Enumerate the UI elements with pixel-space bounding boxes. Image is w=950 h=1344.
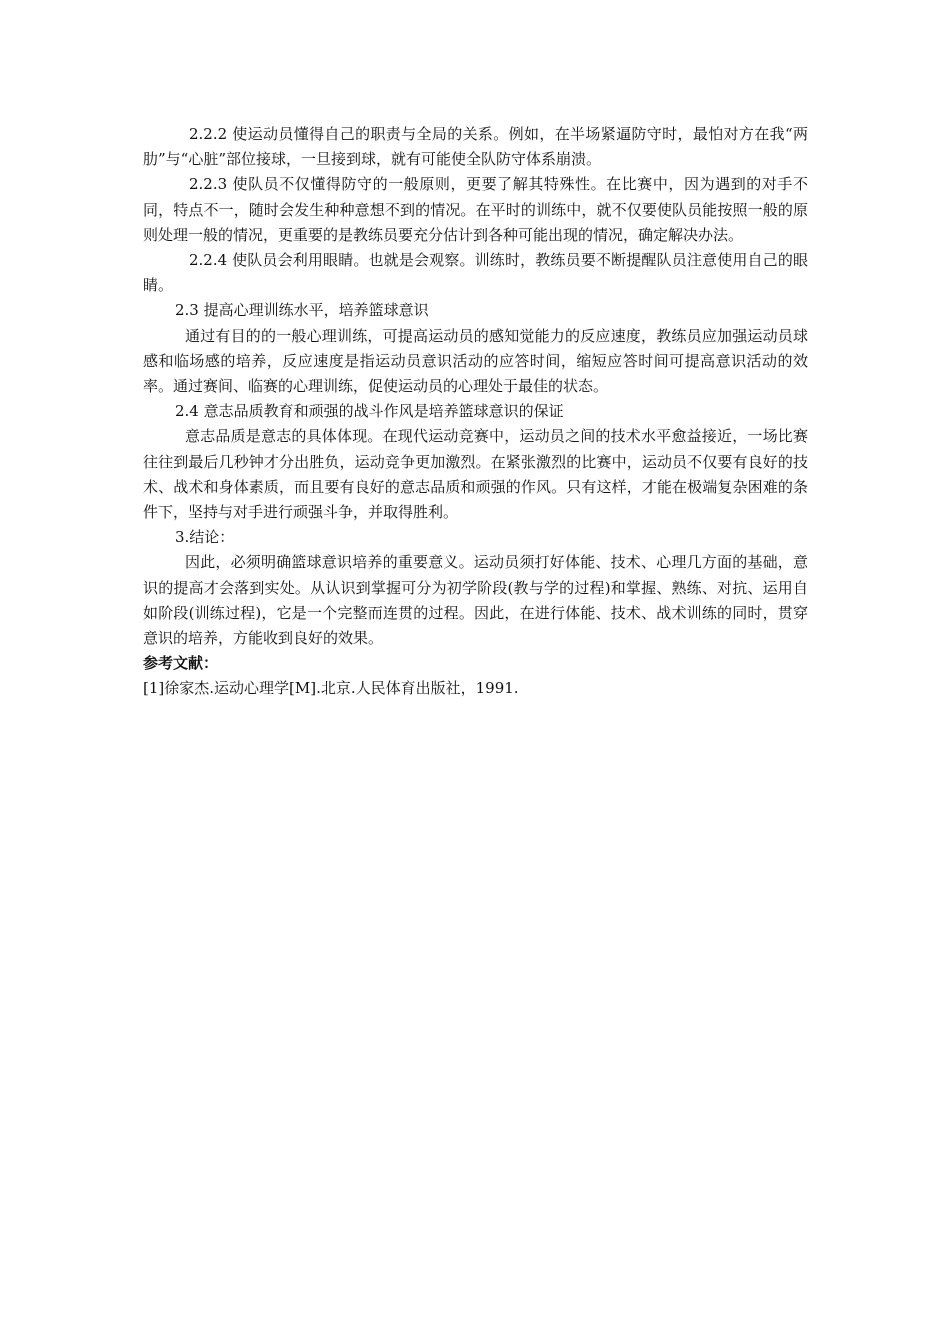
document-page [143, 122, 808, 702]
paragraph-2-2-4: 2.2.4 使队员会利用眼睛。也就是会观察。训练时，教练员要不断提醒队员注意使用自己的眼睛。 [143, 251, 808, 295]
section-3-heading: 3.结论： [175, 528, 235, 547]
section-2-3-body: 通过有目的的一般心理训练，可提高运动员的感知觉能力的反应速度，教练员应加强运动员球感和临场感的培养，反应速度是指运动员意识活动的应答时间，缩短应答时间可提高意识活动的效率。通过赛间、临赛的心理训练，促使运动员的心理处于最佳的状态。 [143, 326, 808, 396]
paragraph-2-2-2: 2.2.2 使运动员懂得自己的职责与全局的关系。例如，在半场紧逼防守时，最怕对方在我“两肋”与“心脏”部位接球，一旦接到球，就有可能使全队防守体系崩溃。 [143, 125, 808, 169]
reference-item: [1]徐家杰.运动心理学[M].北京.人民体育出版社，1991. [143, 679, 519, 698]
references-title: 参考文献： [143, 654, 219, 673]
section-2-4-heading: 2.4 意志品质教育和顽强的战斗作风是培养篮球意识的保证 [175, 402, 564, 421]
section-3-body: 因此，必须明确篮球意识培养的重要意义。运动员须打好体能、技术、心理几方面的基础，意识的提高才会落到实处。从认识到掌握可分为初学阶段(教与学的过程)和掌握、熟练、对抗、运用自如阶段(训练过程)，它是一个完整而连贯的过程。因此，在进行体能、技术、战术训练的同时，贯穿意识的培养，方能收到良好的效果。 [143, 553, 808, 648]
paragraph-2-2-3: 2.2.3 使队员不仅懂得防守的一般原则，更要了解其特殊性。在比赛中，因为遇到的对手不同，特点不一，随时会发生种种意想不到的情况。在平时的训练中，就不仅要使队员能按照一般的原则处理一般的情况，更重要的是教练员要充分估计到各种可能出现的情况，确定解决办法。 [143, 175, 808, 244]
section-2-3-heading: 2.3 提高心理训练水平，培养篮球意识 [175, 301, 429, 320]
section-2-4-body: 意志品质是意志的具体体现。在现代运动竞赛中，运动员之间的技术水平愈益接近，一场比赛往往到最后几秒钟才分出胜负，运动竞争更加激烈。在紧张激烈的比赛中，运动员不仅要有良好的技术、战术和身体素质，而且要有良好的意志品质和顽强的作风。只有这样，才能在极端复杂困难的条件下，坚持与对手进行顽强斗争，并取得胜利。 [143, 427, 808, 522]
